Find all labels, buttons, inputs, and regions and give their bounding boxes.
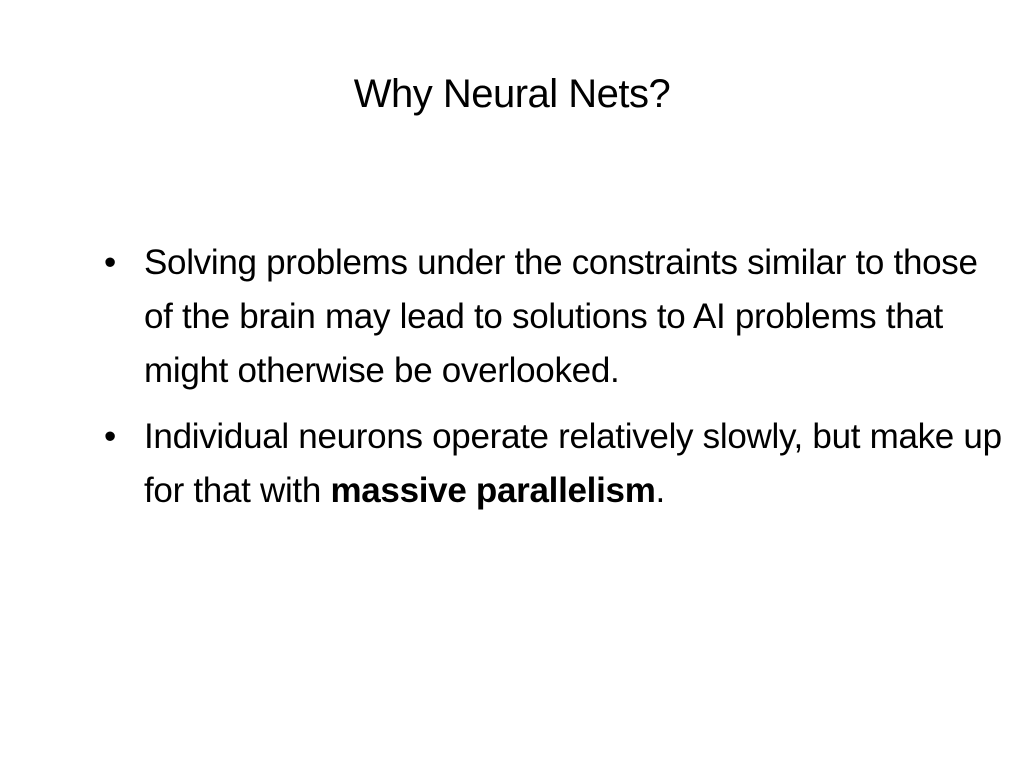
bullet-text-2-end: . — [655, 471, 665, 510]
bullet-list — [100, 236, 1005, 530]
bullet-item-2 — [100, 410, 1005, 518]
bullet-mark-icon: • — [104, 243, 116, 282]
slide-title: Why Neural Nets? — [353, 72, 671, 116]
bullet-mark-icon: • — [104, 417, 116, 456]
bullet-text-2-emphasis: massive parallelism — [330, 471, 656, 510]
bullet-text-2-lead: Individual neurons operate relatively slowly, but make up for that with — [144, 417, 1002, 510]
bullet-text-1: Solving problems under the constraints similar to those of the brain may lead to solutions to AI problems that might otherwise be overlooked. — [144, 243, 978, 390]
bullet-item-1 — [100, 236, 1005, 398]
